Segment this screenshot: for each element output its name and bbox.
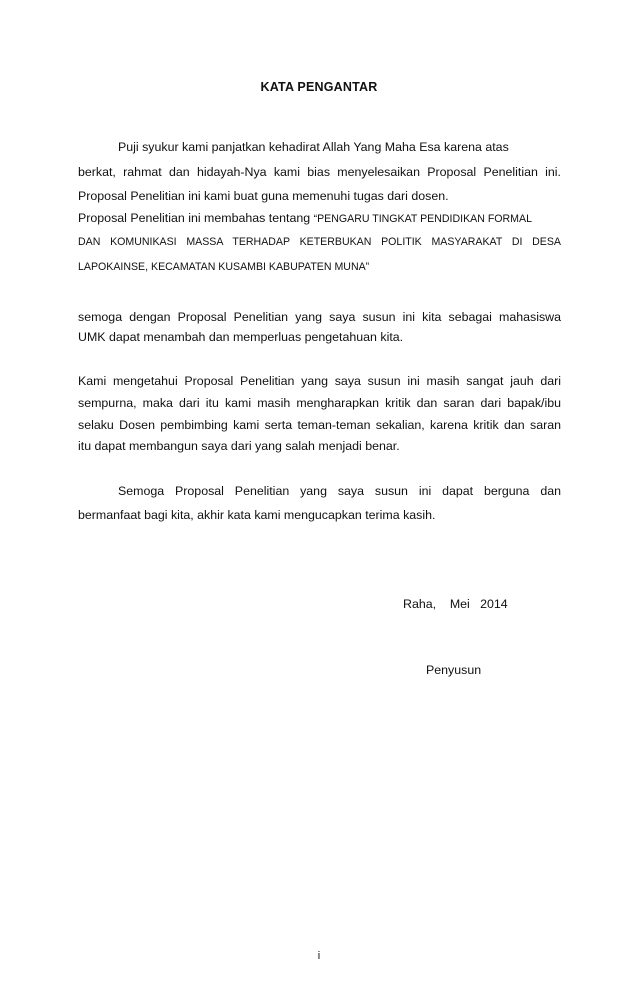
page-title: KATA PENGANTAR — [260, 80, 378, 94]
signature-author: Penyusun — [426, 663, 482, 677]
paragraph-3-line-1: Kami mengetahui Proposal Penelitian yang saya susun ini masih sangat jauh dari — [78, 374, 561, 388]
paragraph-2-line-2: UMK dapat menambah dan memperluas pengetahuan kita. — [78, 330, 404, 344]
paragraph-3-line-3: selaku Dosen pembimbing kami serta teman-teman sekalian, karena kritik dan saran — [78, 418, 561, 432]
place-and-date: Raha, Mei 2014 — [403, 597, 508, 611]
paragraph-4-line-2: bermanfaat bagi kita, akhir kata kami mengucapkan terima kasih. — [78, 508, 436, 522]
paragraph-4-line-1: Semoga Proposal Penelitian yang saya susun ini dapat berguna dan — [118, 484, 561, 498]
paragraph-1-line-3: Proposal Penelitian ini kami buat guna memenuhi tugas dari dosen. — [78, 189, 449, 203]
paragraph-1-line-4 — [78, 211, 532, 225]
paragraph-1-line-2: berkat, rahmat dan hidayah-Nya kami bias menyelesaikan Proposal Penelitian ini. — [78, 165, 561, 179]
paragraph-2-line-1: semoga dengan Proposal Penelitian yang saya susun ini kita sebagai mahasiswa — [78, 310, 561, 324]
page-number: i — [317, 950, 321, 962]
paragraph-1-line-4-lead: Proposal Penelitian ini membahas tentang — [78, 211, 314, 225]
paragraph-3-line-2: sempurna, maka dari itu kami masih mengharapkan kritik dan saran dari bapak/ibu — [78, 396, 561, 410]
research-title-part-3: LAPOKAINSE, KECAMATAN KUSAMBI KABUPATEN MUNA” — [78, 261, 370, 273]
research-title-part-2: DAN KOMUNIKASI MASSA TERHADAP KETERBUKAN POLITIK MASYARAKAT DI DESA — [78, 236, 561, 248]
paragraph-1-line-1: Puji syukur kami panjatkan kehadirat Allah Yang Maha Esa karena atas — [118, 140, 509, 154]
research-title-part-1: “PENGARU TINGKAT PENDIDIKAN FORMAL — [313, 213, 532, 225]
paragraph-3-line-4: itu dapat membangun saya dari yang salah menjadi benar. — [78, 439, 400, 453]
